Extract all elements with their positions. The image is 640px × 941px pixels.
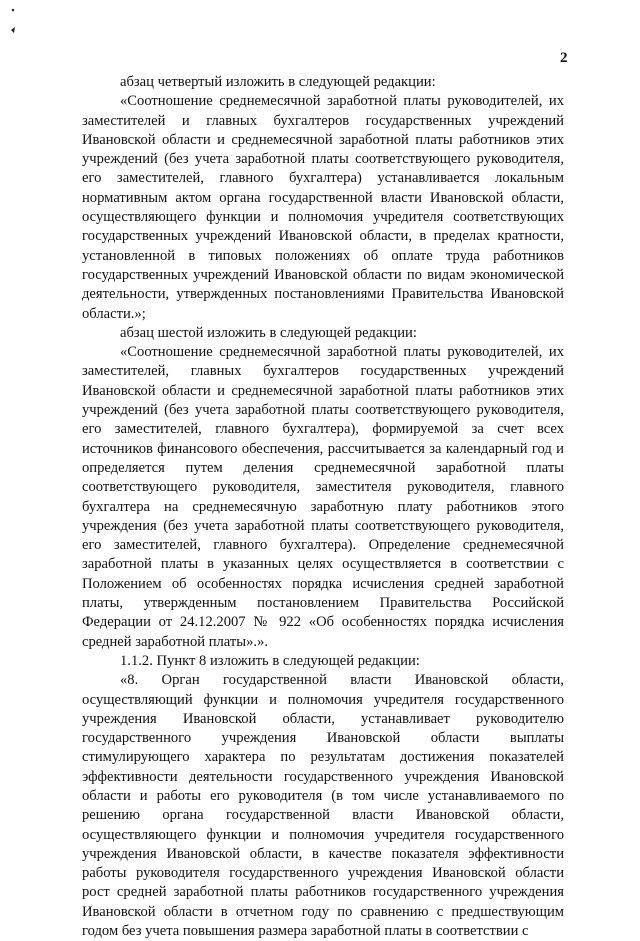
document-body bbox=[82, 73, 564, 941]
paragraph-point-8: «8. Орган государственной власти Ивановской области, осуществляющий функции и полномочия учредителя государственного учреждения Ивановской области, устанавливает руководителю государственного учреждения Ивановской области выплаты стимулирующего характера по результатам достижения показателей эффективности деятельности государственного учреждения Ивановской области и работы его руководителя (в том числе устанавливаемого по решению органа государственной власти Ивановской области, осуществляющего функции и полномочия учредителя государственного учреждения Ивановской области, в качестве показателя эффективности работы руководителя государственного учреждения Ивановской области рост средней заработной платы работников государственного учреждения Ивановской области в отчетном году по сравнению с предшествующим годом без учета повышения размера заработной платы в соответствии с bbox=[82, 672, 564, 940]
paragraph-instruction-6: абзац шестой изложить в следующей редакции: bbox=[120, 324, 417, 341]
paragraph-item-1-1-2: 1.1.2. Пункт 8 изложить в следующей редакции: bbox=[120, 652, 420, 669]
paragraph-quote-calculation: «Соотношение среднемесячной заработной платы руководителей, их заместителей, главных бухгалтеров государственных учреждений Ивановской области и среднемесячной заработной платы работников этих учреждений (без учета заработной платы соответствующего руководителя, его заместителей, главного бухгалтера), формируемой за счет всех источников финансового обеспечения, рассчитывается за календарный год и определяется путем деления среднемесячной заработной платы соответствующего руководителя, заместителя руководителя, главного бухгалтера на среднемесячную заработную плату работников этого учреждения (без учета заработной платы соответствующего руководителя, его заместителей, главного бухгалтера). Определение среднемесячной заработной платы в указанных целях осуществляется в соответствии с Положением об особенностях порядка исчисления средней заработной платы, утвержденным постановлением Правительства Российской Федерации от 24.12.2007 № 922 «Об особенностях порядка исчисления средней заработной платы».». bbox=[82, 344, 564, 650]
page-number: 2 bbox=[560, 50, 568, 66]
paragraph-instruction-4: абзац четвертый изложить в следующей редакции: bbox=[120, 74, 436, 90]
scan-artifact-mark bbox=[8, 6, 22, 36]
paragraph-quote-ratio: «Соотношение среднемесячной заработной платы руководителей, их заместителей и главных бухгалтеров государственных учреждений Ивановской области и среднемесячной заработной платы работников этих учреждений (без учета заработной платы соответствующего руководителя, его заместителей, главного бухгалтера) устанавливается локальным нормативным актом органа государственной власти Ивановской области, осуществляющего функции и полномочия учредителя соответствующих государственных учреждений Ивановской области, в пределах кратности, установленной в типовых положениях об оплате труда работников государственных учреждений Ивановской области по видам экономической деятельности, утвержденных постановлениями Правительства Ивановской области.»; bbox=[82, 93, 564, 322]
